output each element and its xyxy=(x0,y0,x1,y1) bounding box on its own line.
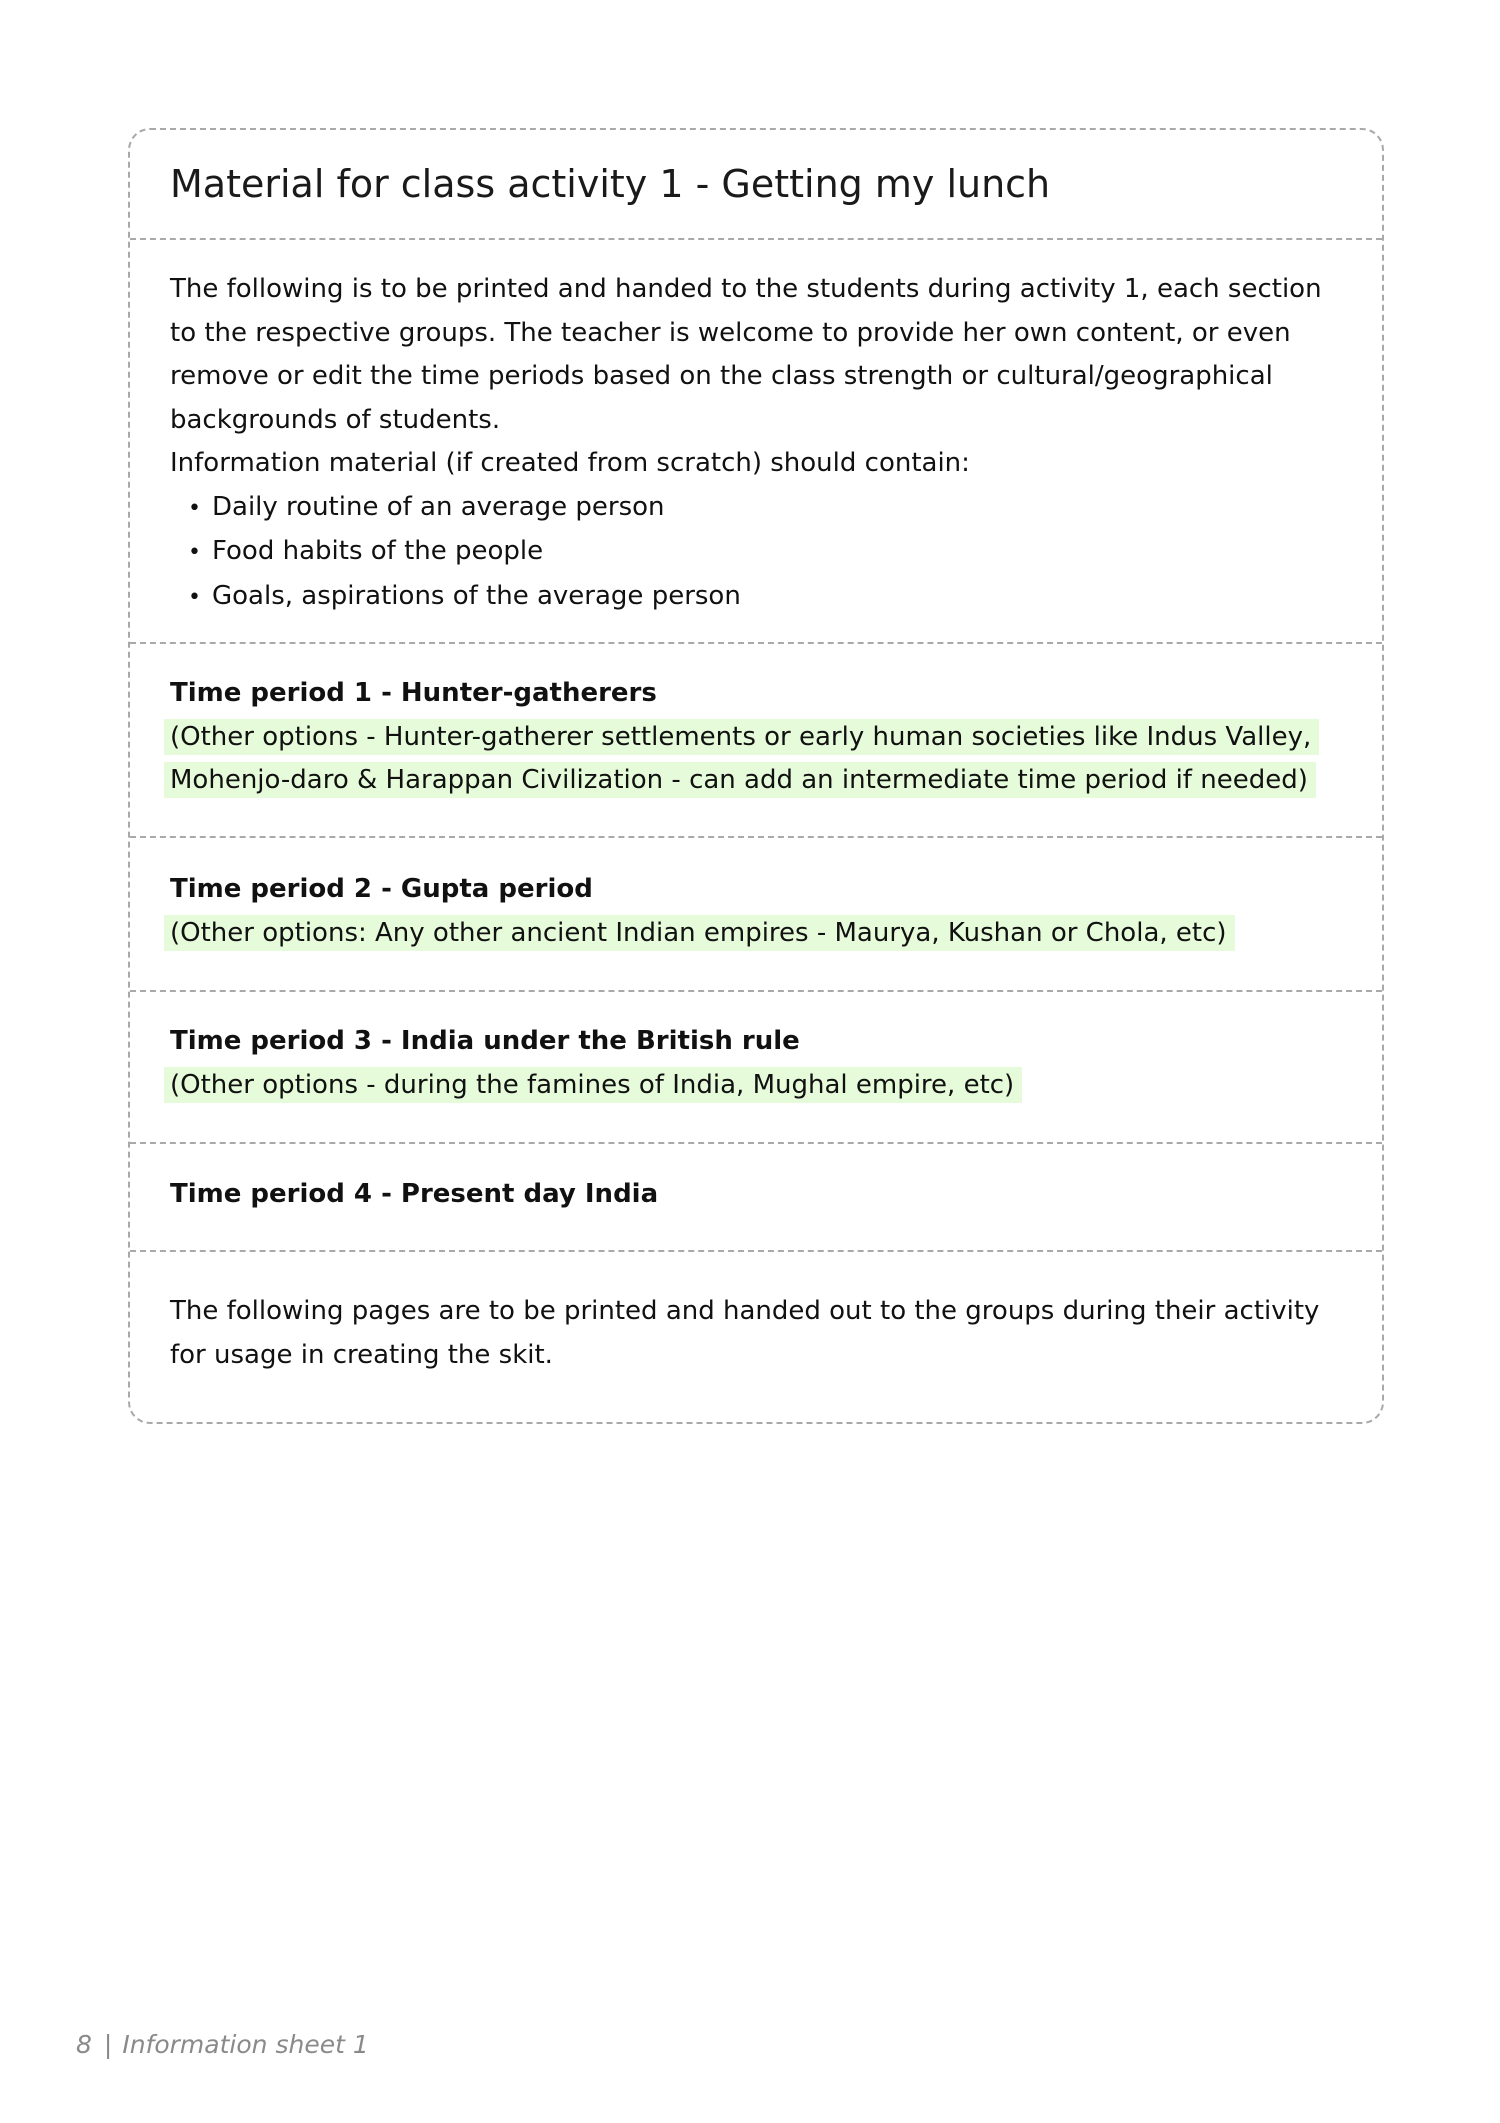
time-period-2-section xyxy=(130,868,1382,955)
bullet-icon: • xyxy=(188,540,201,565)
bullet-icon: • xyxy=(188,495,201,521)
content-requirements-list xyxy=(170,486,1342,620)
time-period-1-section xyxy=(130,672,1382,803)
divider xyxy=(130,836,1382,838)
footer-label: Information sheet 1 xyxy=(122,2030,369,2059)
highlighted-options-line: (Other options - during the famines of India, Mughal empire, etc) xyxy=(164,1067,1022,1103)
time-period-3-section xyxy=(130,1020,1382,1107)
intro-lead: Information material (if created from scratch) should contain: xyxy=(170,448,970,478)
intro-section xyxy=(130,268,1382,619)
bullet-icon: • xyxy=(188,584,201,610)
closing-section xyxy=(130,1290,1382,1377)
divider xyxy=(130,1142,1382,1144)
list-item: • Goals, aspirations of the average person xyxy=(188,575,1342,620)
page-number: 8 xyxy=(76,2030,92,2059)
highlighted-options-line: (Other options - Hunter-gatherer settlements or early human societies like Indus Valley, xyxy=(164,719,1319,755)
activity-material-card xyxy=(128,128,1384,1424)
footer-separator: | xyxy=(103,2030,113,2059)
time-period-3-options xyxy=(170,1064,1342,1108)
page-title: Material for class activity 1 - Getting my lunch xyxy=(170,162,1051,206)
intro-paragraph: The following is to be printed and handed to the students during activity 1, each section to the respective groups. The teacher is welcome to provide her own content, or even remove or edit the time periods based on the class strength or cultural/geographical backgrounds of students. xyxy=(170,274,1322,435)
highlighted-options-line: (Other options: Any other ancient Indian empires - Maurya, Kushan or Chola, etc) xyxy=(164,915,1235,951)
time-period-4-section xyxy=(130,1173,1382,1217)
time-period-2-options xyxy=(170,912,1342,956)
time-period-2-title: Time period 2 - Gupta period xyxy=(170,874,593,904)
time-period-4-title: Time period 4 - Present day India xyxy=(170,1179,659,1209)
list-item: • Food habits of the people xyxy=(188,530,1342,575)
time-period-1-options xyxy=(170,716,1342,803)
divider xyxy=(130,238,1382,240)
page-footer xyxy=(76,2030,369,2059)
highlighted-options-line: Mohenjo-daro & Harappan Civilization - can add an intermediate time period if needed) xyxy=(164,762,1316,798)
divider xyxy=(130,990,1382,992)
divider xyxy=(130,1250,1382,1252)
closing-paragraph: The following pages are to be printed and handed out to the groups during their activity for usage in creating the skit. xyxy=(170,1296,1320,1370)
time-period-1-title: Time period 1 - Hunter-gatherers xyxy=(170,678,657,708)
title-section xyxy=(130,156,1382,212)
divider xyxy=(130,642,1382,644)
list-item: • Daily routine of an average person xyxy=(188,486,1342,531)
time-period-3-title: Time period 3 - India under the British rule xyxy=(170,1026,800,1056)
